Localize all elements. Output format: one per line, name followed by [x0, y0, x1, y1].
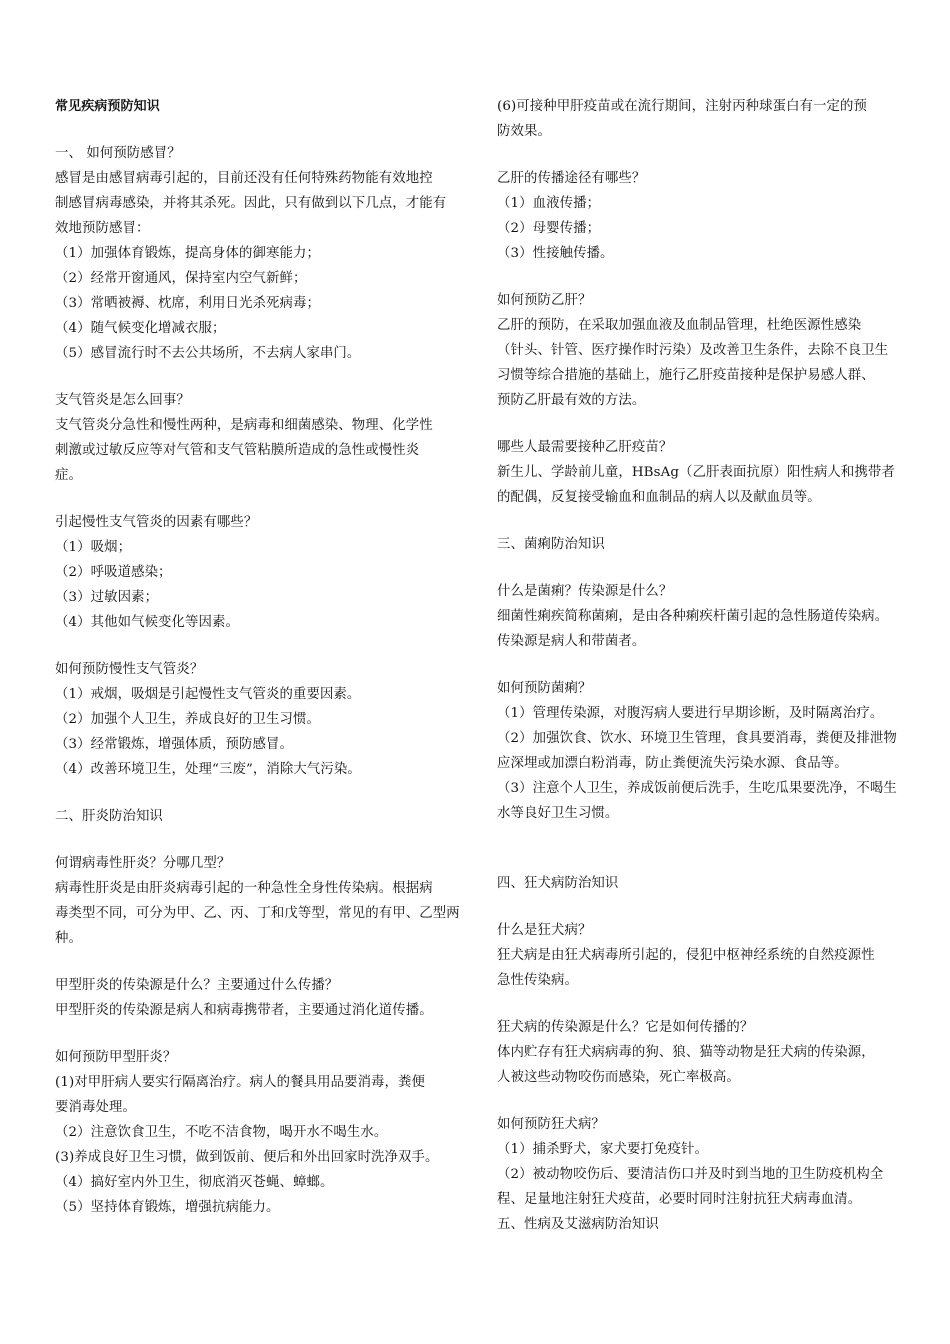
paragraph-spacer — [55, 635, 455, 657]
text-line: 毒类型不同，可分为甲、乙、丙、丁和戊等型，常见的有甲、乙型两 — [55, 906, 460, 921]
text-line: 甲型肝炎的传染源是什么？主要通过什么传播？ — [55, 978, 339, 993]
text-line: 病毒性肝炎是由肝炎病毒引起的一种急性全身性传染病。根据病 — [55, 881, 433, 896]
text-line: 一、 如何预防感冒？ — [55, 146, 181, 161]
text-line: 支气管炎是怎么回事？ — [55, 393, 190, 408]
text-line: （4）随气候变化增减衣服； — [55, 321, 226, 336]
text-line: 体内贮存有狂犬病病毒的狗、狼、猫等动物是狂犬病的传染源， — [497, 1045, 875, 1060]
text-line: 要消毒处理。 — [55, 1100, 136, 1115]
paragraph-spacer — [497, 144, 907, 166]
text-line: 如何预防乙肝？ — [497, 293, 592, 308]
text-line: （2）被动物咬伤后、要清洁伤口并及时到当地的卫生防疫机构全 — [497, 1167, 884, 1182]
right-column — [497, 94, 907, 1237]
text-line: （1）血液传播； — [497, 196, 601, 211]
text-line: （1）捕杀野犬，家犬要打免疫针。 — [497, 1142, 708, 1157]
text-line: （1）加强体育锻炼，提高身体的御寒能力； — [55, 246, 320, 261]
text-line: 效地预防感冒： — [55, 221, 150, 236]
text-line: 甲型肝炎的传染源是病人和病毒携带者，主要通过消化道传播。 — [55, 1003, 433, 1018]
text-line: 四、狂犬病防治知识 — [497, 876, 619, 891]
text-line: （1）管理传染源，对腹泻病人要进行早期诊断，及时隔离治疗。 — [497, 706, 884, 721]
text-line: （3）经常锻炼，增强体质，预防感冒。 — [55, 737, 293, 752]
text-line: 二、肝炎防治知识 — [55, 809, 163, 824]
left-column-body — [55, 119, 460, 1220]
paragraph-spacer — [497, 1090, 907, 1112]
text-line: 引起慢性支气管炎的因素有哪些？ — [55, 515, 258, 530]
paragraph-spacer — [497, 266, 907, 288]
text-line: 预防乙肝最有效的方法。 — [497, 393, 646, 408]
text-line: (6)可接种甲肝疫苗或在流行期间，注射丙种球蛋白有一定的预 — [497, 99, 868, 114]
left-column — [55, 94, 460, 1220]
paragraph-spacer — [55, 829, 455, 851]
paragraph-spacer — [55, 951, 455, 973]
text-line: 三、菌痢防治知识 — [497, 537, 605, 552]
text-line: （2）注意饮食卫生，不吃不洁食物，喝开水不喝生水。 — [55, 1125, 388, 1140]
text-line: （5）感冒流行时不去公共场所，不去病人家串门。 — [55, 346, 361, 361]
paragraph-spacer — [55, 366, 455, 388]
text-line: （1）吸烟； — [55, 540, 132, 555]
text-line: （2）呼吸道感染； — [55, 565, 172, 580]
text-line: （4）改善环境卫生，处理“三废”，消除大气污染。 — [55, 762, 361, 777]
text-line: （3）注意个人卫生，养成饭前便后洗手，生吃瓜果要洗净，不喝生 — [497, 781, 897, 796]
paragraph-spacer — [497, 993, 907, 1015]
text-line: 传染源是病人和带菌者。 — [497, 634, 646, 649]
text-line: 症。 — [55, 468, 82, 483]
text-line: （4）其他如气候变化等因素。 — [55, 615, 239, 630]
text-line: 程、足量地注射狂犬疫苗，必要时同时注射抗狂犬病毒血清。 — [497, 1192, 862, 1207]
text-line: 狂犬病的传染源是什么？它是如何传播的？ — [497, 1020, 754, 1035]
text-line: 哪些人最需要接种乙肝疫苗？ — [497, 440, 673, 455]
paragraph-spacer — [497, 510, 907, 532]
paragraph-spacer — [497, 654, 907, 676]
text-line: 人被这些动物咬伤而感染，死亡率极高。 — [497, 1070, 740, 1085]
text-line: （2）经常开窗通风，保持室内空气新鲜； — [55, 271, 307, 286]
text-line: 乙肝的预防，在采取加强血液及血制品管理，杜绝医源性感染 — [497, 318, 862, 333]
text-line: （3）常晒被褥、枕席，利用日光杀死病毒； — [55, 296, 320, 311]
text-line: 应深埋或加漂白粉消毒，防止粪便流失污染水源、食品等。 — [497, 756, 848, 771]
text-line: 感冒是由感冒病毒引起的，目前还没有任何特殊药物能有效地控 — [55, 171, 433, 186]
text-line: 支气管炎分急性和慢性两种，是病毒和细菌感染、物理、化学性 — [55, 418, 433, 433]
text-line: 什么是狂犬病？ — [497, 923, 592, 938]
text-line: 如何预防甲型肝炎？ — [55, 1050, 177, 1065]
paragraph-spacer — [497, 413, 907, 435]
text-line: 防效果。 — [497, 124, 551, 139]
paragraph-spacer — [497, 826, 907, 871]
text-line: 的配偶，反复接受输血和血制品的病人以及献血员等。 — [497, 490, 821, 505]
text-line: （3）性接触传播。 — [497, 246, 614, 261]
text-line: （4）搞好室内外卫生，彻底消灭苍蝇、蟑螂。 — [55, 1175, 334, 1190]
paragraph-spacer — [55, 1023, 455, 1045]
paragraph-spacer — [497, 896, 907, 918]
paragraph-spacer — [55, 488, 455, 510]
text-line: （2）加强个人卫生，养成良好的卫生习惯。 — [55, 712, 320, 727]
text-line: 如何预防慢性支气管炎？ — [55, 662, 204, 677]
text-line: 如何预防菌痢？ — [497, 681, 592, 696]
text-line: （2）母婴传播； — [497, 221, 601, 236]
text-line: （2）加强饮食、饮水、环境卫生管理，食具要消毒，粪便及排泄物 — [497, 731, 897, 746]
document-title: 常见疾病预防知识 — [55, 99, 160, 114]
text-line: 水等良好卫生习惯。 — [497, 806, 619, 821]
right-column-body — [497, 94, 907, 1237]
text-line: 新生儿、学龄前儿童，HBsAg（乙肝表面抗原）阳性病人和携带者 — [497, 465, 895, 480]
text-line: 细菌性痢疾简称菌痢，是由各种痢疾杆菌引起的急性肠道传染病。 — [497, 609, 889, 624]
text-line: 何谓病毒性肝炎？分哪几型？ — [55, 856, 231, 871]
text-line: (3)养成良好卫生习惯，做到饭前、便后和外出回家时洗净双手。 — [55, 1150, 439, 1165]
text-line: (1)对甲肝病人要实行隔离治疗。病人的餐具用品要消毒，粪便 — [55, 1075, 426, 1090]
paragraph-spacer — [55, 119, 455, 141]
text-line: 习惯等综合措施的基础上，施行乙肝疫苗接种是保护易感人群、 — [497, 368, 875, 383]
text-line: 制感冒病毒感染，并将其杀死。因此，只有做到以下几点，才能有 — [55, 196, 447, 211]
text-line: （3）过敏因素； — [55, 590, 159, 605]
text-line: 急性传染病。 — [497, 973, 578, 988]
text-line: （5）坚持体育锻炼，增强抗病能力。 — [55, 1200, 280, 1215]
text-line: （针头、针管、医疗操作时污染）及改善卫生条件，去除不良卫生 — [497, 343, 889, 358]
text-line: 种。 — [55, 931, 82, 946]
paragraph-spacer — [55, 782, 455, 804]
text-line: （1）戒烟，吸烟是引起慢性支气管炎的重要因素。 — [55, 687, 361, 702]
text-line: 什么是菌痢？传染源是什么？ — [497, 584, 673, 599]
text-line: 狂犬病是由狂犬病毒所引起的，侵犯中枢神经系统的自然疫源性 — [497, 948, 875, 963]
text-line: 刺激或过敏反应等对气管和支气管粘膜所造成的急性或慢性炎 — [55, 443, 420, 458]
text-line: 乙肝的传播途径有哪些？ — [497, 171, 646, 186]
text-line: 五、性病及艾滋病防治知识 — [497, 1217, 659, 1232]
text-line: 如何预防狂犬病？ — [497, 1117, 605, 1132]
paragraph-spacer — [497, 557, 907, 579]
